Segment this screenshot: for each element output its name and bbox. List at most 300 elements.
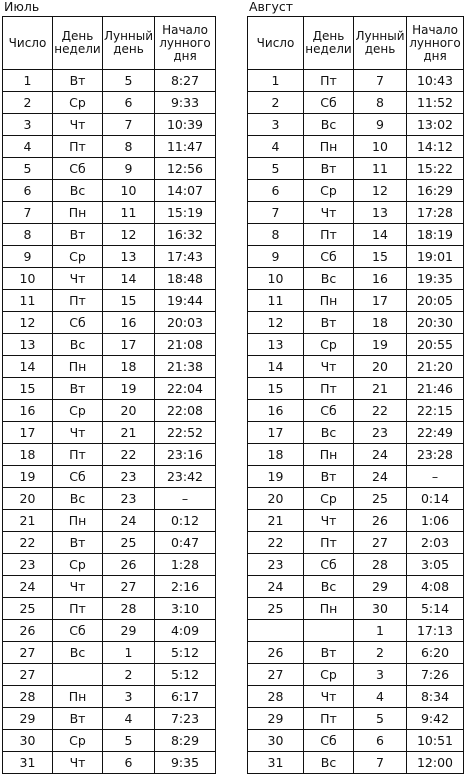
cell-date: 14 — [248, 356, 304, 378]
cell-lunar-day: 1 — [354, 620, 407, 642]
table-row — [248, 136, 464, 158]
cell-date: 11 — [248, 290, 304, 312]
cell-lunar-day-start: 11:52 — [407, 92, 464, 114]
cell-lunar-day-start: 0:47 — [155, 532, 216, 554]
cell-weekday: Вс — [53, 642, 103, 664]
cell-lunar-day-start: 2:03 — [407, 532, 464, 554]
table-row — [248, 422, 464, 444]
cell-lunar-day: 7 — [103, 114, 155, 136]
cell-lunar-day: 19 — [354, 334, 407, 356]
cell-lunar-day: 6 — [103, 752, 155, 774]
cell-date: 23 — [248, 554, 304, 576]
header-weekday: День недели — [304, 17, 354, 70]
cell-date: 27 — [3, 664, 53, 686]
cell-lunar-day-start: 8:27 — [155, 70, 216, 92]
cell-lunar-day: 24 — [354, 444, 407, 466]
cell-date: 31 — [248, 752, 304, 774]
table-row — [3, 378, 216, 400]
cell-weekday: Пт — [304, 532, 354, 554]
table-row — [3, 334, 216, 356]
cell-date: 21 — [3, 510, 53, 532]
cell-lunar-day-start: 8:29 — [155, 730, 216, 752]
cell-lunar-day-start: 18:19 — [407, 224, 464, 246]
table-row — [248, 180, 464, 202]
cell-weekday: Сб — [53, 312, 103, 334]
cell-lunar-day: 10 — [354, 136, 407, 158]
header-date: Число — [3, 17, 53, 70]
cell-lunar-day-start: 5:12 — [155, 664, 216, 686]
table-row — [3, 180, 216, 202]
table-row — [3, 202, 216, 224]
cell-weekday: Вт — [304, 466, 354, 488]
cell-date: 25 — [3, 598, 53, 620]
cell-lunar-day-start: 22:49 — [407, 422, 464, 444]
cell-lunar-day-start: 5:14 — [407, 598, 464, 620]
table-row — [3, 246, 216, 268]
cell-weekday: Чт — [304, 686, 354, 708]
cell-lunar-day: 27 — [103, 576, 155, 598]
cell-lunar-day-start: 12:56 — [155, 158, 216, 180]
cell-weekday: Вс — [53, 180, 103, 202]
cell-date: 20 — [248, 488, 304, 510]
cell-date: 17 — [248, 422, 304, 444]
table-row — [248, 576, 464, 598]
cell-date: 27 — [3, 642, 53, 664]
table-row — [248, 730, 464, 752]
cell-weekday: Сб — [304, 246, 354, 268]
cell-date: 13 — [3, 334, 53, 356]
cell-date: 21 — [248, 510, 304, 532]
table-row — [3, 158, 216, 180]
cell-lunar-day-start: 15:22 — [407, 158, 464, 180]
july-block — [2, 0, 216, 774]
table-row — [248, 92, 464, 114]
cell-weekday: Вс — [304, 268, 354, 290]
table-row — [248, 202, 464, 224]
cell-date: 27 — [248, 664, 304, 686]
cell-lunar-day-start: 20:55 — [407, 334, 464, 356]
cell-date: 4 — [248, 136, 304, 158]
cell-lunar-day-start: 6:17 — [155, 686, 216, 708]
august-table — [247, 16, 464, 774]
table-row — [248, 532, 464, 554]
cell-weekday: Пт — [304, 378, 354, 400]
cell-lunar-day-start: 4:09 — [155, 620, 216, 642]
cell-date: 25 — [248, 598, 304, 620]
cell-weekday: Пн — [304, 444, 354, 466]
cell-weekday: Чт — [304, 356, 354, 378]
table-row — [3, 312, 216, 334]
cell-date: 12 — [248, 312, 304, 334]
cell-date: 28 — [248, 686, 304, 708]
cell-date: 29 — [3, 708, 53, 730]
table-row — [248, 334, 464, 356]
cell-lunar-day: 30 — [354, 598, 407, 620]
cell-weekday — [304, 620, 354, 642]
table-row — [248, 158, 464, 180]
cell-lunar-day: 17 — [354, 290, 407, 312]
cell-lunar-day: 25 — [354, 488, 407, 510]
cell-lunar-day-start: 0:12 — [155, 510, 216, 532]
month-title-july: Июль — [4, 0, 40, 14]
cell-lunar-day: 16 — [354, 268, 407, 290]
cell-weekday: Вт — [304, 642, 354, 664]
cell-lunar-day: 19 — [103, 378, 155, 400]
cell-weekday: Пт — [53, 444, 103, 466]
cell-date: 9 — [248, 246, 304, 268]
cell-lunar-day-start: 14:12 — [407, 136, 464, 158]
cell-lunar-day: 11 — [103, 202, 155, 224]
cell-weekday — [53, 664, 103, 686]
cell-weekday: Пт — [53, 598, 103, 620]
cell-lunar-day: 25 — [103, 532, 155, 554]
table-row — [3, 290, 216, 312]
cell-date: 3 — [248, 114, 304, 136]
table-row — [3, 620, 216, 642]
august-block — [247, 0, 464, 774]
header-lunar-day: Лунный день — [103, 17, 155, 70]
header-date: Число — [248, 17, 304, 70]
table-row — [248, 488, 464, 510]
cell-lunar-day: 26 — [103, 554, 155, 576]
cell-lunar-day: 10 — [103, 180, 155, 202]
cell-weekday: Сб — [304, 554, 354, 576]
cell-lunar-day-start: 19:35 — [407, 268, 464, 290]
table-row — [3, 598, 216, 620]
cell-lunar-day-start: 1:06 — [407, 510, 464, 532]
cell-lunar-day: 18 — [103, 356, 155, 378]
cell-date: 20 — [3, 488, 53, 510]
cell-weekday: Вт — [53, 708, 103, 730]
cell-lunar-day: 28 — [103, 598, 155, 620]
cell-lunar-day: 15 — [103, 290, 155, 312]
cell-lunar-day: 22 — [103, 444, 155, 466]
cell-date: 3 — [3, 114, 53, 136]
table-row — [3, 686, 216, 708]
table-row — [3, 422, 216, 444]
table-row — [248, 224, 464, 246]
cell-lunar-day-start: 16:32 — [155, 224, 216, 246]
cell-weekday: Вт — [53, 532, 103, 554]
cell-date: 16 — [3, 400, 53, 422]
cell-lunar-day-start: – — [155, 488, 216, 510]
cell-lunar-day: 22 — [354, 400, 407, 422]
cell-weekday: Вс — [304, 576, 354, 598]
cell-lunar-day-start: 17:28 — [407, 202, 464, 224]
cell-lunar-day-start: 7:26 — [407, 664, 464, 686]
cell-lunar-day: 12 — [354, 180, 407, 202]
cell-lunar-day: 5 — [103, 70, 155, 92]
cell-date: 9 — [3, 246, 53, 268]
cell-lunar-day: 27 — [354, 532, 407, 554]
cell-lunar-day: 12 — [103, 224, 155, 246]
cell-lunar-day-start: 21:08 — [155, 334, 216, 356]
cell-lunar-day: 23 — [354, 422, 407, 444]
cell-date: 7 — [3, 202, 53, 224]
cell-date: 10 — [3, 268, 53, 290]
cell-lunar-day: 1 — [103, 642, 155, 664]
cell-date: 13 — [248, 334, 304, 356]
cell-lunar-day-start: 19:44 — [155, 290, 216, 312]
table-row — [248, 246, 464, 268]
cell-lunar-day: 18 — [354, 312, 407, 334]
cell-lunar-day-start: 10:39 — [155, 114, 216, 136]
table-row — [248, 312, 464, 334]
cell-date: 18 — [3, 444, 53, 466]
cell-date: 6 — [248, 180, 304, 202]
cell-lunar-day-start: 20:30 — [407, 312, 464, 334]
table-row — [3, 510, 216, 532]
cell-weekday: Сб — [304, 730, 354, 752]
table-row — [248, 290, 464, 312]
cell-weekday: Пн — [53, 510, 103, 532]
cell-lunar-day-start: 2:16 — [155, 576, 216, 598]
table-row — [248, 466, 464, 488]
cell-weekday: Сб — [304, 92, 354, 114]
table-row — [3, 532, 216, 554]
table-row — [3, 136, 216, 158]
cell-lunar-day-start: 13:02 — [407, 114, 464, 136]
cell-date: 19 — [248, 466, 304, 488]
cell-lunar-day-start: 23:28 — [407, 444, 464, 466]
cell-lunar-day-start: 23:16 — [155, 444, 216, 466]
table-row — [248, 444, 464, 466]
table-row — [3, 730, 216, 752]
cell-lunar-day-start: 20:03 — [155, 312, 216, 334]
cell-weekday: Сб — [53, 466, 103, 488]
cell-weekday: Пт — [53, 290, 103, 312]
cell-weekday: Вс — [304, 422, 354, 444]
cell-lunar-day: 17 — [103, 334, 155, 356]
cell-weekday: Чт — [304, 202, 354, 224]
cell-lunar-day-start: – — [407, 466, 464, 488]
table-row — [248, 400, 464, 422]
cell-date: 30 — [3, 730, 53, 752]
cell-lunar-day: 8 — [103, 136, 155, 158]
cell-weekday: Ср — [53, 400, 103, 422]
table-row — [248, 686, 464, 708]
table-row — [3, 114, 216, 136]
cell-lunar-day: 8 — [354, 92, 407, 114]
cell-weekday: Пн — [304, 598, 354, 620]
cell-date: 30 — [248, 730, 304, 752]
cell-weekday: Вс — [53, 488, 103, 510]
cell-date: 1 — [3, 70, 53, 92]
cell-lunar-day: 21 — [103, 422, 155, 444]
cell-weekday: Пт — [304, 70, 354, 92]
cell-date: 28 — [3, 686, 53, 708]
table-row — [3, 268, 216, 290]
cell-date: 24 — [248, 576, 304, 598]
cell-lunar-day: 16 — [103, 312, 155, 334]
cell-weekday: Ср — [53, 554, 103, 576]
cell-lunar-day-start: 7:23 — [155, 708, 216, 730]
cell-weekday: Пн — [304, 136, 354, 158]
table-row — [248, 642, 464, 664]
cell-weekday: Сб — [53, 158, 103, 180]
cell-lunar-day: 29 — [354, 576, 407, 598]
cell-lunar-day: 23 — [103, 488, 155, 510]
table-row — [3, 356, 216, 378]
cell-lunar-day: 26 — [354, 510, 407, 532]
cell-lunar-day-start: 10:43 — [407, 70, 464, 92]
cell-lunar-day-start: 9:33 — [155, 92, 216, 114]
table-row — [248, 752, 464, 774]
table-row — [3, 664, 216, 686]
cell-weekday: Ср — [53, 730, 103, 752]
cell-lunar-day: 4 — [103, 708, 155, 730]
cell-lunar-day: 4 — [354, 686, 407, 708]
cell-lunar-day-start: 17:43 — [155, 246, 216, 268]
cell-lunar-day-start: 10:51 — [407, 730, 464, 752]
table-row — [248, 114, 464, 136]
cell-lunar-day: 6 — [103, 92, 155, 114]
table-row — [3, 752, 216, 774]
cell-lunar-day: 20 — [354, 356, 407, 378]
cell-date: 26 — [248, 642, 304, 664]
table-row — [3, 224, 216, 246]
cell-weekday: Ср — [304, 664, 354, 686]
cell-weekday: Пн — [53, 202, 103, 224]
cell-lunar-day-start: 0:14 — [407, 488, 464, 510]
cell-weekday: Ср — [304, 334, 354, 356]
table-row — [3, 488, 216, 510]
cell-date: 23 — [3, 554, 53, 576]
table-row — [248, 554, 464, 576]
cell-date: 26 — [3, 620, 53, 642]
cell-weekday: Чт — [304, 510, 354, 532]
cell-lunar-day-start: 22:08 — [155, 400, 216, 422]
cell-date: 2 — [3, 92, 53, 114]
cell-weekday: Сб — [304, 400, 354, 422]
cell-lunar-day: 7 — [354, 752, 407, 774]
cell-date: 8 — [248, 224, 304, 246]
header-row — [248, 17, 464, 70]
cell-lunar-day: 14 — [354, 224, 407, 246]
cell-weekday: Вс — [304, 752, 354, 774]
cell-lunar-day: 29 — [103, 620, 155, 642]
cell-lunar-day: 24 — [354, 466, 407, 488]
header-lunar-day: Лунный день — [354, 17, 407, 70]
cell-lunar-day-start: 21:46 — [407, 378, 464, 400]
cell-lunar-day: 14 — [103, 268, 155, 290]
cell-date: 17 — [3, 422, 53, 444]
cell-weekday: Чт — [53, 422, 103, 444]
cell-weekday: Вт — [53, 70, 103, 92]
cell-lunar-day-start: 3:10 — [155, 598, 216, 620]
cell-weekday: Ср — [304, 180, 354, 202]
cell-lunar-day-start: 8:34 — [407, 686, 464, 708]
table-row — [248, 664, 464, 686]
cell-weekday: Вт — [304, 312, 354, 334]
table-row — [3, 70, 216, 92]
cell-lunar-day-start: 9:35 — [155, 752, 216, 774]
cell-lunar-day: 9 — [354, 114, 407, 136]
cell-weekday: Пт — [304, 708, 354, 730]
cell-date: 10 — [248, 268, 304, 290]
cell-weekday: Вт — [53, 224, 103, 246]
cell-weekday: Ср — [304, 488, 354, 510]
cell-weekday: Чт — [53, 576, 103, 598]
cell-date: 18 — [248, 444, 304, 466]
cell-date: 4 — [3, 136, 53, 158]
table-row — [3, 92, 216, 114]
cell-date: 1 — [248, 70, 304, 92]
cell-date: 12 — [3, 312, 53, 334]
cell-lunar-day-start: 9:42 — [407, 708, 464, 730]
cell-date: 22 — [3, 532, 53, 554]
cell-lunar-day: 28 — [354, 554, 407, 576]
table-row — [248, 620, 464, 642]
header-row — [3, 17, 216, 70]
cell-weekday: Вт — [53, 378, 103, 400]
cell-lunar-day-start: 17:13 — [407, 620, 464, 642]
cell-weekday: Пн — [53, 356, 103, 378]
cell-weekday: Пт — [53, 136, 103, 158]
cell-lunar-day: 3 — [354, 664, 407, 686]
july-table — [2, 16, 216, 774]
table-row — [248, 510, 464, 532]
cell-lunar-day-start: 18:48 — [155, 268, 216, 290]
header-lunar-day-start: Начало лунного дня — [407, 17, 464, 70]
cell-weekday: Пн — [53, 686, 103, 708]
cell-date — [248, 620, 304, 642]
cell-weekday: Чт — [53, 114, 103, 136]
cell-date: 22 — [248, 532, 304, 554]
cell-lunar-day-start: 23:42 — [155, 466, 216, 488]
cell-weekday: Сб — [53, 620, 103, 642]
table-row — [3, 400, 216, 422]
cell-date: 24 — [3, 576, 53, 598]
cell-date: 2 — [248, 92, 304, 114]
cell-lunar-day: 9 — [103, 158, 155, 180]
cell-lunar-day-start: 5:12 — [155, 642, 216, 664]
cell-date: 15 — [248, 378, 304, 400]
cell-lunar-day-start: 15:19 — [155, 202, 216, 224]
cell-lunar-day-start: 1:28 — [155, 554, 216, 576]
table-row — [248, 70, 464, 92]
table-row — [3, 444, 216, 466]
cell-weekday: Вс — [304, 114, 354, 136]
cell-weekday: Пн — [304, 290, 354, 312]
cell-lunar-day: 15 — [354, 246, 407, 268]
cell-lunar-day: 21 — [354, 378, 407, 400]
cell-date: 5 — [248, 158, 304, 180]
cell-lunar-day: 7 — [354, 70, 407, 92]
cell-weekday: Чт — [53, 268, 103, 290]
cell-date: 14 — [3, 356, 53, 378]
cell-lunar-day-start: 3:05 — [407, 554, 464, 576]
cell-lunar-day: 23 — [103, 466, 155, 488]
header-lunar-day-start: Начало лунного дня — [155, 17, 216, 70]
cell-lunar-day: 24 — [103, 510, 155, 532]
cell-lunar-day-start: 19:01 — [407, 246, 464, 268]
cell-date: 16 — [248, 400, 304, 422]
table-row — [248, 708, 464, 730]
cell-date: 8 — [3, 224, 53, 246]
cell-date: 31 — [3, 752, 53, 774]
cell-lunar-day: 5 — [354, 708, 407, 730]
cell-weekday: Вс — [53, 334, 103, 356]
table-row — [248, 598, 464, 620]
cell-date: 11 — [3, 290, 53, 312]
cell-weekday: Вт — [304, 158, 354, 180]
cell-date: 15 — [3, 378, 53, 400]
cell-lunar-day-start: 20:05 — [407, 290, 464, 312]
cell-weekday: Пт — [304, 224, 354, 246]
cell-weekday: Чт — [53, 752, 103, 774]
cell-lunar-day: 6 — [354, 730, 407, 752]
